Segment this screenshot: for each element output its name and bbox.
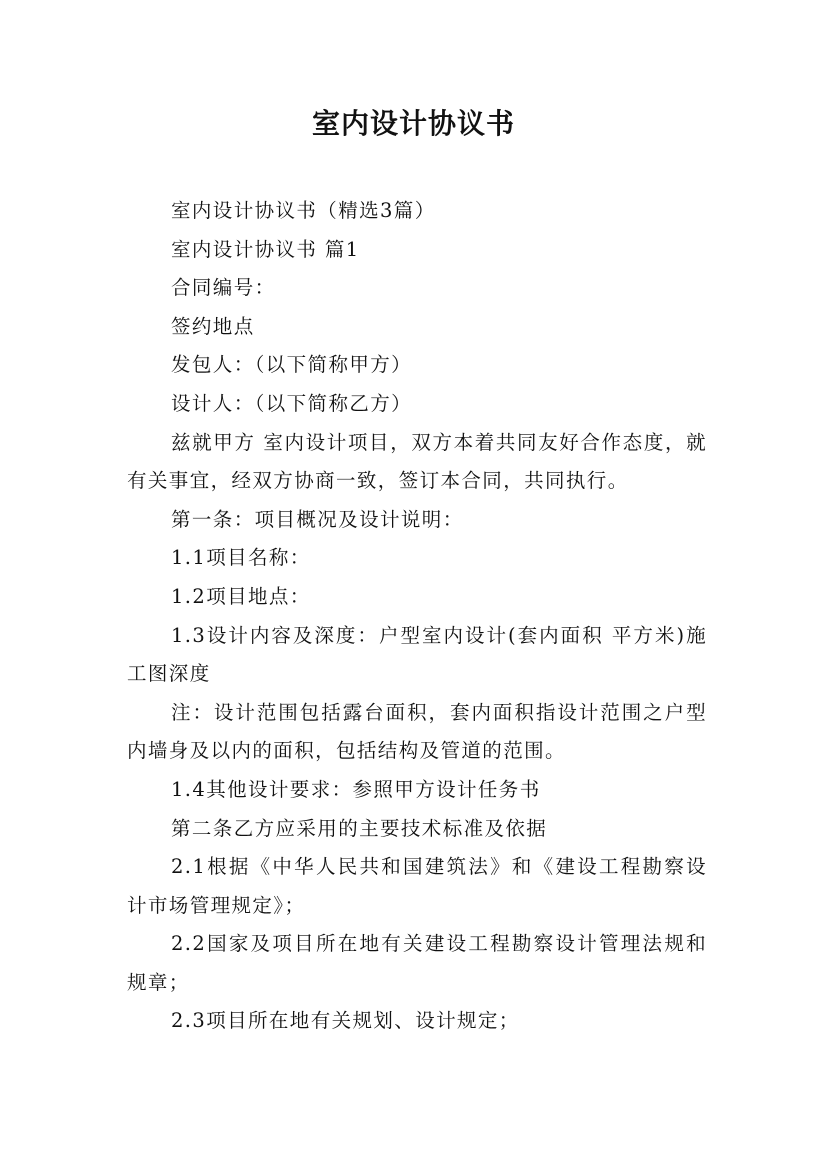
paragraph-1-3: 1.3设计内容及深度：户型室内设计(套内面积 平方米)施工图深度 (127, 623, 707, 686)
paragraph-subtitle: 室内设计协议书（精选3篇） (171, 199, 436, 222)
paragraph-2-3: 2.3项目所在地有关规划、设计规定； (171, 1009, 520, 1033)
paragraph-article-1: 第一条：项目概况及设计说明： (171, 507, 464, 531)
paragraph-1-2: 1.2项目地点： (171, 584, 311, 608)
document-body (127, 192, 707, 1041)
paragraph-intro: 兹就甲方 室内设计项目，双方本着共同友好合作态度，就有关事宜，经双方协商一致，签订本合同，共同执行。 (127, 430, 707, 493)
paragraph-signing-place: 签约地点 (171, 314, 255, 338)
document-title: 室内设计协议书 (311, 107, 515, 140)
paragraph-1-1: 1.1项目名称： (171, 546, 311, 570)
paragraph-party-b: 设计人：（以下简称乙方） (171, 391, 413, 415)
paragraph-1-4: 1.4其他设计要求：参照甲方设计任务书 (171, 777, 541, 801)
paragraph-2-2: 2.2国家及项目所在地有关建设工程勘察设计管理法规和规章； (127, 932, 707, 994)
paragraph-note: 注：设计范围包括露台面积，套内面积指设计范围之户型内墙身及以内的面积，包括结构及管道的范围。 (127, 700, 707, 763)
paragraph-part-heading: 室内设计协议书 篇1 (171, 237, 360, 261)
paragraph-article-2: 第二条乙方应采用的主要技术标准及依据 (171, 816, 548, 840)
paragraph-contract-number: 合同编号： (171, 276, 276, 300)
paragraph-party-a: 发包人：（以下简称甲方） (171, 353, 413, 377)
paragraph-2-1: 2.1根据《中华人民共和国建筑法》和《建设工程勘察设计市场管理规定》； (127, 855, 707, 917)
